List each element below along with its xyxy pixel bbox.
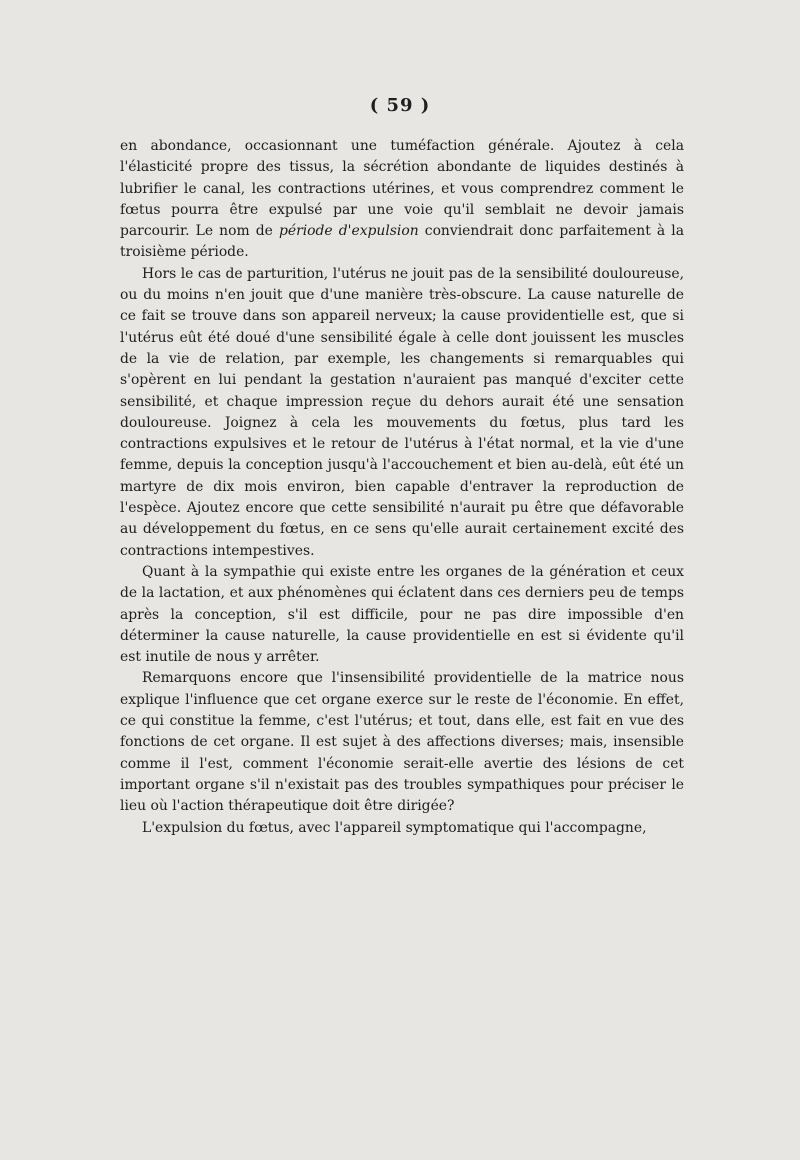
body-text: [120, 136, 684, 839]
paragraph-1-italic-term: période d'expulsion: [278, 223, 419, 240]
page-number: ( 59 ): [369, 95, 431, 116]
paragraph-2: Hors le cas de parturition, l'utérus ne jouit pas de la sensibilité douloureuse, ou du moins n'en jouit que d'une manière très-obscure. La cause naturelle de ce fait se trouve dans son appareil nerveux; la cause providentielle est, que si l'utérus eût été doué d'une sensibilité égale à celle dont jouissent les muscles de la vie de relation, par exemple, les changements si remarquables qui s'opèrent en lui pendant la gestation n'auraient pas manqué d'exciter cette sensibilité, et chaque impression reçue du dehors aurait été une sensation douloureuse. Joignez à cela les mouvements du fœtus, plus tard les contractions expulsives et le retour de l'utérus à l'état normal, et la vie d'une femme, depuis la conception jusqu'à l'accouchement et bien au-delà, eût été un martyre de dix mois environ, bien capable d'entraver la reproduction de l'espèce. Ajoutez encore que cette sensibilité n'aurait pu être que défavorable au développement du fœtus, en ce sens qu'elle aurait certainement excité des contractions intempestives.: [120, 265, 684, 559]
paragraph-1-text-1: en abondance, occasionnant une tuméfaction générale. Ajoutez à cela l'élasticité propre des tissus, la sécrétion abondante de liquides destinés à lubrifier le canal, les contractions utérines, et vous comprendrez comment le fœtus pourra être expulsé par une voie qu'il semblait ne devoir jamais parcourir. Le nom de: [120, 138, 684, 240]
paragraph-3: Quant à la sympathie qui existe entre les organes de la génération et ceux de la lactation, et aux phénomènes qui éclatent dans ces derniers peu de temps après la conception, s'il est difficile, pour ne pas dire impossible d'en déterminer la cause naturelle, la cause providentielle en est si évidente qu'il est inutile de nous y arrêter.: [120, 563, 684, 666]
paragraph-5: L'expulsion du fœtus, avec l'appareil symptomatique qui l'accompagne,: [142, 819, 647, 836]
paragraph-4: Remarquons encore que l'insensibilité providentielle de la matrice nous explique l'influence que cet organe exerce sur le reste de l'économie. En effet, ce qui constitue la femme, c'est l'utérus; et tout, dans elle, est fait en vue des fonctions de cet organe. Il est sujet à des affections diverses; mais, insensible comme il l'est, comment l'économie serait-elle avertie des lésions de cet important organe s'il n'existait pas des troubles sympathiques pour préciser le lieu où l'action thérapeutique doit être dirigée?: [120, 670, 684, 815]
paragraph-1: [120, 136, 684, 264]
paragraph-1-text-2: conviendrait donc parfaitement à la troisième période.: [120, 223, 684, 261]
